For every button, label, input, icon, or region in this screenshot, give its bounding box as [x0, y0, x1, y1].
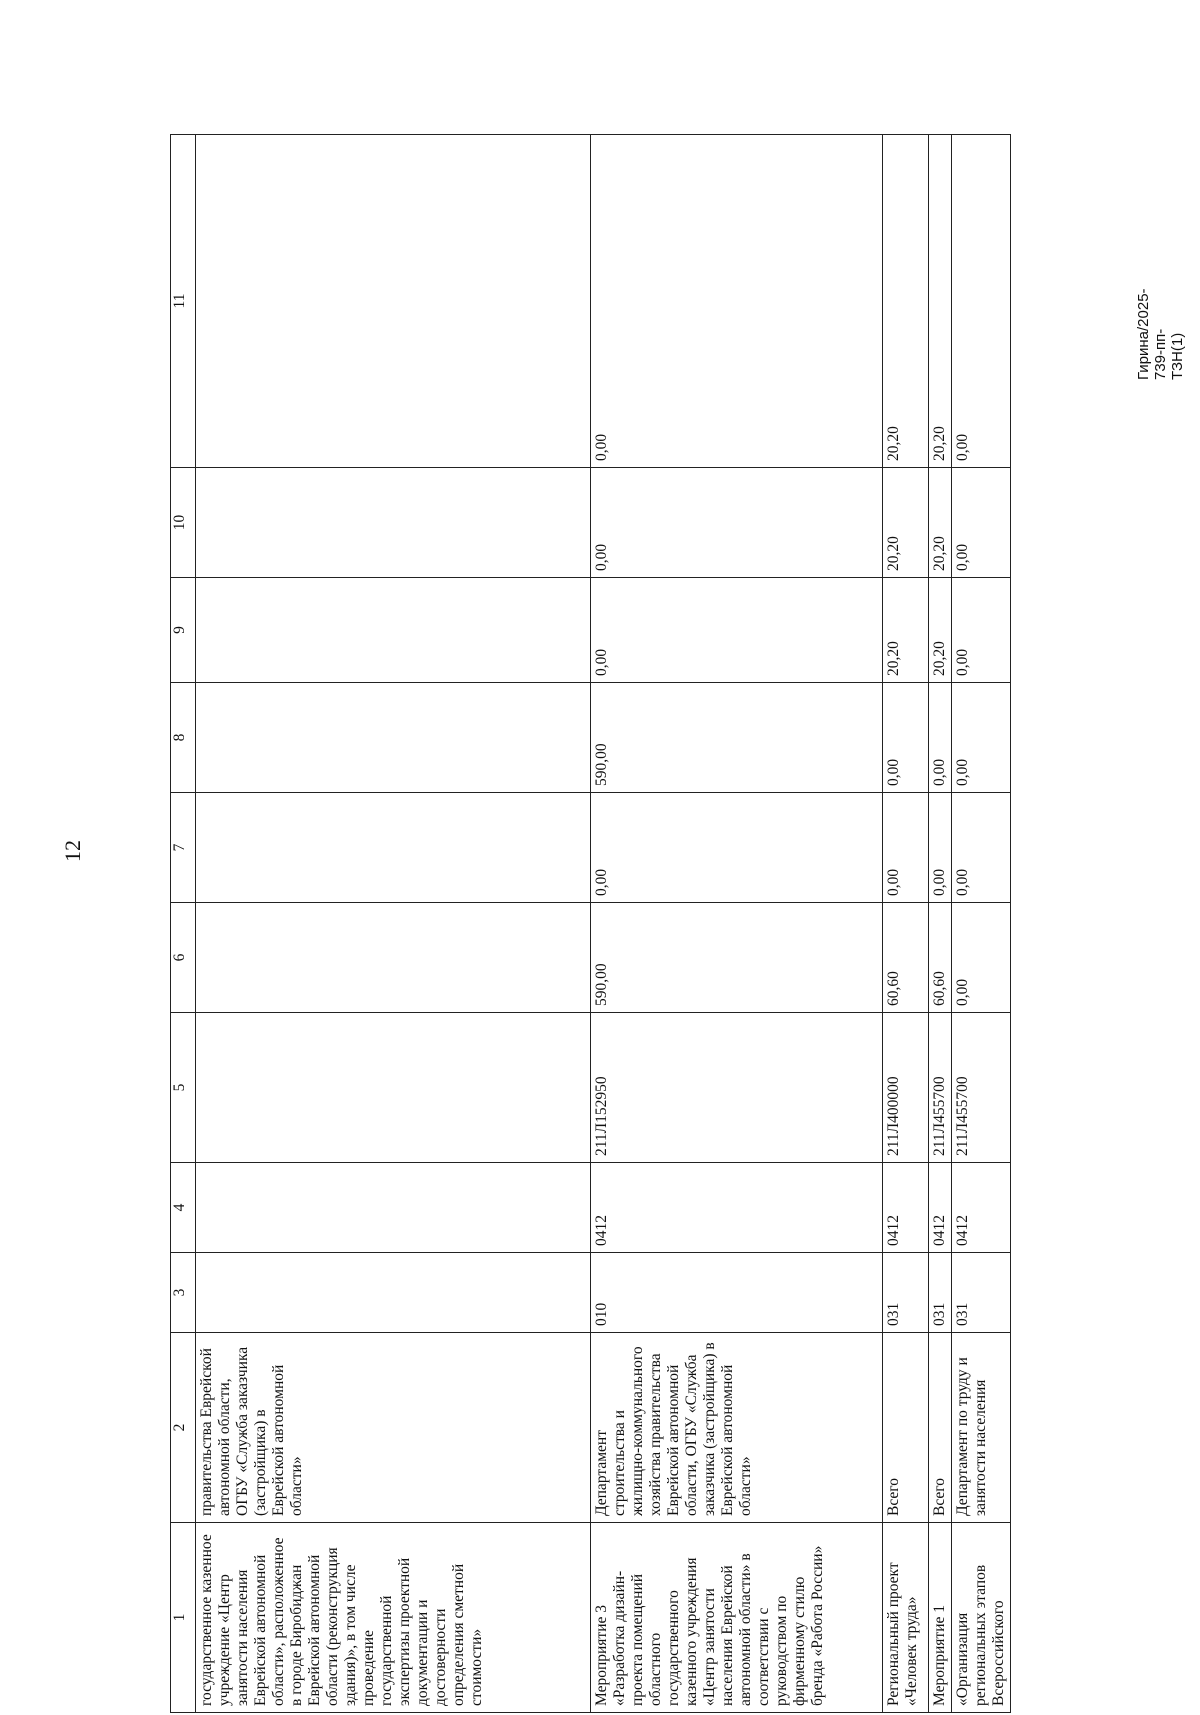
- table-row: [952, 135, 1011, 1713]
- table-row: [929, 135, 952, 1713]
- cell-value: 031: [929, 1253, 952, 1333]
- cell-value: 0412: [883, 1163, 929, 1253]
- cell-value: 0,00: [952, 683, 1011, 793]
- cell-value: 0,00: [929, 793, 952, 903]
- cell-value: 590,00: [591, 683, 883, 793]
- cell-value: [196, 793, 591, 903]
- cell-value: 211Л455700: [952, 1013, 1011, 1163]
- rotated-table-container: [170, 134, 1011, 1713]
- cell-executor: Всего: [883, 1333, 929, 1523]
- table-row: [591, 135, 883, 1713]
- cell-name: Мероприятие 3 «Разработка дизайн-проекта помещений областного государственного казенного учреждения «Центр занятости населения Еврейской автономной области» в соответствии с руководством по фирменному стилю бренда «Работа России»: [591, 1523, 883, 1713]
- cell-value: 20,20: [883, 135, 929, 468]
- cell-value: 031: [883, 1253, 929, 1333]
- cell-value: 0,00: [952, 793, 1011, 903]
- header-cell: 1: [171, 1523, 196, 1713]
- cell-value: 0,00: [952, 578, 1011, 683]
- cell-value: 60,60: [929, 903, 952, 1013]
- cell-value: [196, 1163, 591, 1253]
- header-cell: 11: [171, 135, 196, 468]
- cell-value: 0,00: [929, 683, 952, 793]
- cell-value: 0,00: [591, 578, 883, 683]
- cell-value: 20,20: [929, 468, 952, 578]
- cell-executor: Всего: [929, 1333, 952, 1523]
- cell-value: 211Л152950: [591, 1013, 883, 1163]
- cell-value: 20,20: [929, 578, 952, 683]
- cell-value: 0,00: [591, 135, 883, 468]
- cell-value: [196, 1253, 591, 1333]
- header-cell: 9: [171, 578, 196, 683]
- cell-value: 0412: [952, 1163, 1011, 1253]
- cell-executor: Департамент строительства и жилищно-коммунального хозяйства правительства Еврейской автономной области, ОГБУ «Служба заказчика (застройщика) в Еврейской автономной области»: [591, 1333, 883, 1523]
- cell-value: 211Л455700: [929, 1013, 952, 1163]
- cell-value: 0412: [929, 1163, 952, 1253]
- header-cell: 2: [171, 1333, 196, 1523]
- header-cell: 4: [171, 1163, 196, 1253]
- header-cell: 8: [171, 683, 196, 793]
- cell-value: [196, 135, 591, 468]
- table-row: [883, 135, 929, 1713]
- header-cell: 10: [171, 468, 196, 578]
- cell-value: 211Л400000: [883, 1013, 929, 1163]
- cell-value: 0,00: [883, 793, 929, 903]
- header-row: [171, 135, 196, 1713]
- table-row: [196, 135, 591, 1713]
- cell-value: 0,00: [883, 683, 929, 793]
- header-cell: 6: [171, 903, 196, 1013]
- cell-value: [196, 903, 591, 1013]
- budget-table: [170, 134, 1011, 1713]
- cell-value: 20,20: [883, 468, 929, 578]
- cell-value: 0,00: [952, 135, 1011, 468]
- cell-value: 010: [591, 1253, 883, 1333]
- header-cell: 7: [171, 793, 196, 903]
- cell-value: 031: [952, 1253, 1011, 1333]
- cell-value: 0,00: [952, 468, 1011, 578]
- cell-value: 0,00: [591, 468, 883, 578]
- cell-value: 0412: [591, 1163, 883, 1253]
- cell-name: «Организация региональных этапов Всероссийского: [952, 1523, 1011, 1713]
- cell-value: 20,20: [929, 135, 952, 468]
- header-cell: 3: [171, 1253, 196, 1333]
- cell-name: государственное казенное учреждение «Центр занятости населения Еврейской автономной области», расположенное в городе Биробиджан Еврейской автономной области (реконструкция здания)», в том числе проведение государственной экспертизы проектной документации и достоверности определения сметной стоимости»: [196, 1523, 591, 1713]
- cell-value: [196, 1013, 591, 1163]
- cell-value: 590,00: [591, 903, 883, 1013]
- cell-executor: Департамент по труду и занятости населения: [952, 1333, 1011, 1523]
- cell-value: [196, 578, 591, 683]
- cell-executor: правительства Еврейской автономной области, ОГБУ «Служба заказчика (застройщика) в Еврейской автономной области»: [196, 1333, 591, 1523]
- cell-name: Региональный проект «Человек труда»: [883, 1523, 929, 1713]
- cell-value: 0,00: [591, 793, 883, 903]
- cell-value: 20,20: [883, 578, 929, 683]
- cell-name: Мероприятие 1: [929, 1523, 952, 1713]
- page-number: 12: [60, 840, 85, 862]
- document-code: Гирина/2025-739-пп-ТЗН(1): [1135, 288, 1186, 380]
- cell-value: [196, 468, 591, 578]
- cell-value: 60,60: [883, 903, 929, 1013]
- cell-value: 0,00: [952, 903, 1011, 1013]
- cell-value: [196, 683, 591, 793]
- header-cell: 5: [171, 1013, 196, 1163]
